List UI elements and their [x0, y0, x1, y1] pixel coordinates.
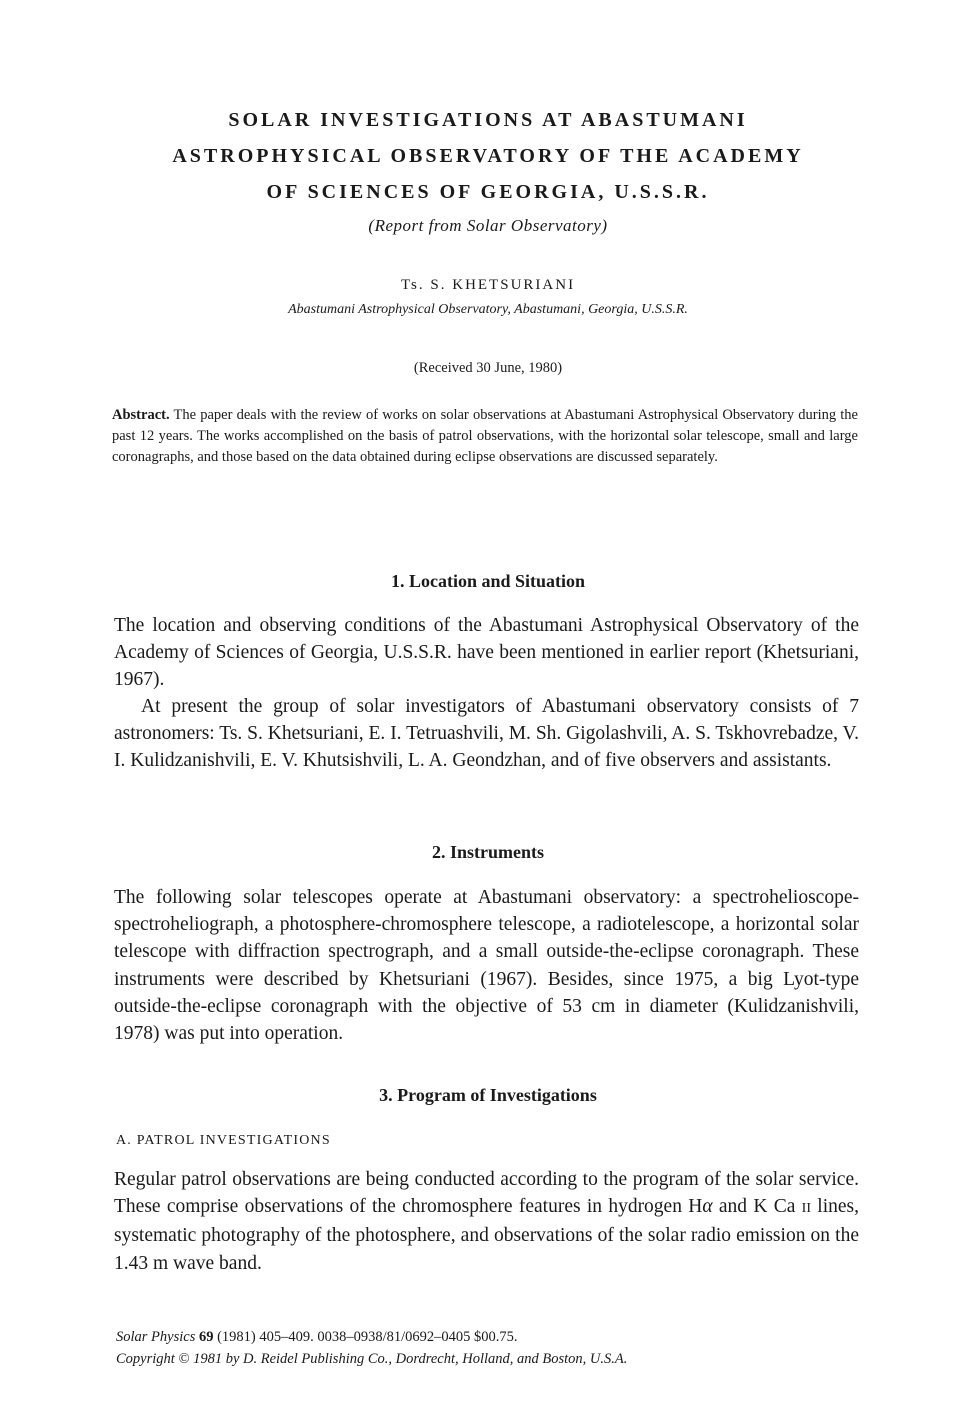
abstract: [112, 405, 858, 468]
copyright-text: Copyright © 1981 by D. Reidel Publishing Co., Dordrecht, Holland, and Boston, U.S.A.: [116, 1351, 628, 1367]
ionization-state: II: [801, 1201, 811, 1217]
section-heading-program: 3. Program of Investigations: [379, 1085, 597, 1105]
section-3-paragraph-1: [114, 1166, 859, 1277]
section-1-paragraph-1: The location and observing conditions of the Abastumani Astrophysical Observatory of the Academy of Sciences of Georgia, U.S.S.R. have been mentioned in earlier report (Khetsuriani, 1967).: [114, 615, 859, 691]
footer-copyright: [116, 1349, 627, 1370]
journal-volume: 69: [198, 1329, 214, 1345]
author-affiliation: Abastumani Astrophysical Observatory, Abastumani, Georgia, U.S.S.R.: [288, 302, 688, 317]
section-1-paragraph-2: At present the group of solar investigators of Abastumani observatory consists of 7 astronomers: Ts. S. Khetsuriani, E. I. Tetruashvili, M. Sh. Gigolashvili, A. S. Tskhovrebadze, V. I. Kulidzanishvili, E. V. Khutsishvili, L. A. Geondzhan, and of five observers and assistants.: [114, 696, 859, 772]
title-line-2: ASTROPHYSICAL OBSERVATORY OF THE ACADEMY: [172, 145, 804, 167]
section-2-paragraph-1: The following solar telescopes operate at Abastumani observatory: a spectrohelioscope-spectroheliograph, a photosphere-chromosphere telescope, a radiotelescope, a horizontal solar telescope with diffraction spectrograph, and a small outside-the-eclipse coronagraph. These instruments were described by Khetsuriani (1967). Besides, since 1975, a big Lyot-type outside-the-eclipse coronagraph with the objective of 53 cm in diameter (Kulidzanishvili, 1978) was put into operation.: [114, 887, 859, 1045]
author-name: Ts. S. KHETSURIANI: [400, 277, 576, 293]
subsection-heading-patrol: A. PATROL INVESTIGATIONS: [116, 1133, 331, 1148]
received-date: (Received 30 June, 1980): [413, 360, 563, 376]
abstract-label: Abstract.: [112, 407, 170, 423]
h-alpha-symbol: α: [702, 1196, 713, 1218]
footer-citation: [116, 1327, 518, 1348]
subtitle: (Report from Solar Observatory): [368, 216, 608, 235]
section-heading-location: 1. Location and Situation: [390, 571, 586, 591]
journal-name: Solar Physics: [116, 1329, 196, 1345]
abstract-text: The paper deals with the review of works on solar observations at Abastumani Astrophysical Observatory during the past 12 years. The works accomplished on the basis of patrol observations, with the horizontal solar telescope, small and large coronagraphs, and those based on the data obtained during eclipse observations are discussed separately.: [112, 407, 858, 465]
title-line-3: OF SCIENCES OF GEORGIA, U.S.S.R.: [266, 181, 710, 203]
section-3-text-a: Regular patrol observations are being conducted according to the program of the solar service. These comprise observations of the chromosphere features in hydrogen H: [114, 1169, 859, 1218]
section-3-text-c: lines, systematic photography of the photosphere, and observations of the solar radio emission on the 1.43 m wave band.: [114, 1196, 859, 1274]
section-heading-instruments: 2. Instruments: [431, 842, 544, 862]
title-line-1: SOLAR INVESTIGATIONS AT ABASTUMANI: [228, 109, 748, 131]
citation-details: (1981) 405–409. 0038–0938/81/0692–0405 $00.75.: [217, 1329, 518, 1345]
section-3-text-b: and K Ca: [712, 1196, 802, 1218]
